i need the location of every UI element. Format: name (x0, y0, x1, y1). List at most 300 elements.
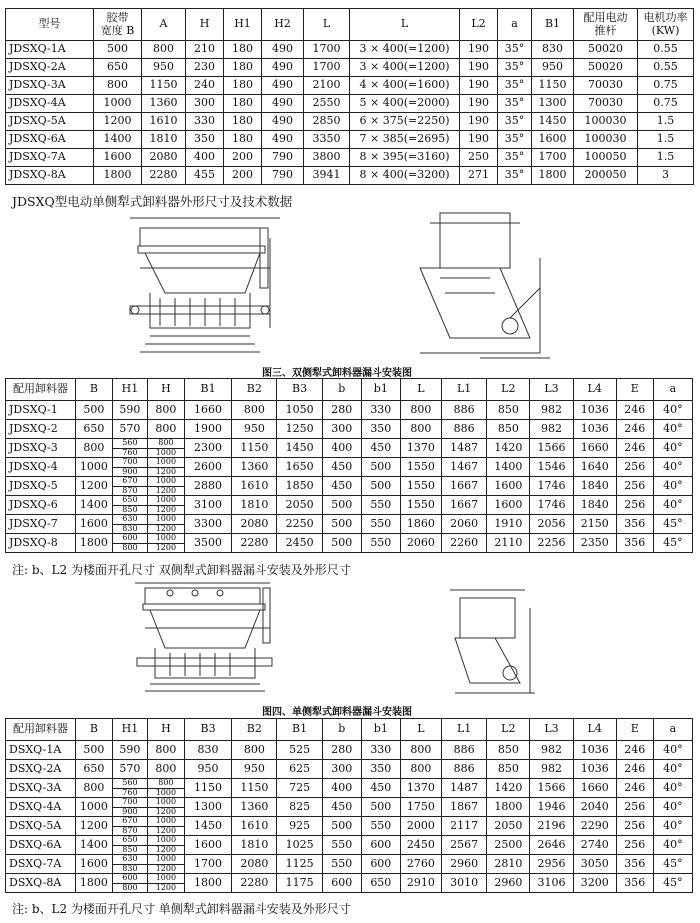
table-cell: 800 (75, 779, 112, 798)
table-cell: 2150 (573, 515, 616, 534)
table-cell: 1420 (487, 439, 530, 458)
table-cell: 1300 (184, 798, 231, 817)
table-cell: 2060 (400, 534, 441, 553)
table-cell: DSXQ-4A (6, 798, 76, 817)
table-cell: 300 (322, 420, 361, 439)
table-row (6, 439, 693, 458)
table-cell: 40° (653, 420, 692, 439)
table-cell: 1810 (232, 496, 277, 515)
stacked-value: 1200 (155, 806, 177, 816)
table-cell: 1036 (573, 760, 616, 779)
table-row (6, 167, 694, 185)
stacked-value: 1000 (148, 496, 184, 505)
table-cell: 1036 (573, 420, 616, 439)
table-cell: 330 (361, 741, 400, 760)
column-header: H1 (224, 9, 262, 41)
table-cell: 1650 (277, 458, 322, 477)
table-cell: 490 (262, 77, 304, 95)
table-cell: 1200 (75, 817, 112, 836)
table-cell (147, 874, 184, 893)
table-cell: 800 (142, 41, 186, 59)
table-cell (147, 817, 184, 836)
table-cell: 1000 (94, 95, 142, 113)
column-header: L4 (573, 719, 616, 741)
table-cell: 8 × 400(=3200) (350, 167, 460, 185)
column-header: 配用电动 推杆 (574, 9, 638, 41)
table-cell: 550 (361, 496, 400, 515)
table-cell: JDSXQ-3 (6, 439, 76, 458)
column-header: L1 (441, 379, 486, 401)
table-cell: 1200 (94, 113, 142, 131)
table-cell: JDSXQ-8A (6, 167, 94, 185)
table-cell: 280 (322, 401, 361, 420)
table-cell: 3106 (530, 874, 573, 893)
table-cell: 1810 (142, 131, 186, 149)
table-cell: 3350 (304, 131, 350, 149)
table-cell: 2850 (304, 113, 350, 131)
table-cell: 1600 (94, 149, 142, 167)
table-cell: DSXQ-5A (6, 817, 76, 836)
table-row (6, 760, 693, 779)
stacked-value: 1200 (155, 504, 177, 514)
table-cell: 2956 (530, 855, 573, 874)
table-cell: 1867 (441, 798, 486, 817)
table-cell: 1700 (532, 149, 574, 167)
table-cell: 490 (262, 131, 304, 149)
table-cell: 2500 (487, 836, 530, 855)
table-cell: 190 (460, 113, 498, 131)
table-cell: 50020 (574, 59, 638, 77)
double-side-hopper-table (5, 378, 693, 553)
table-row (6, 59, 694, 77)
stacked-value: 1200 (155, 844, 177, 854)
table-row (6, 515, 693, 534)
table-cell: JDSXQ-4 (6, 458, 76, 477)
table-cell: 1550 (400, 496, 441, 515)
single-side-hopper-table (5, 718, 693, 893)
table-cell: 246 (616, 401, 653, 420)
column-header: L4 (573, 379, 616, 401)
diagram2-title: 图四、单侧犁式卸料器漏斗安装图 (262, 707, 412, 718)
table2-caption: 注: b、L2 为楼面开孔尺寸 双侧犁式卸料器漏斗安装及外形尺寸 (12, 563, 351, 577)
table-cell: 600 (322, 874, 361, 893)
table-cell: 40° (653, 401, 692, 420)
table-cell: 2117 (441, 817, 486, 836)
table-cell: 625 (277, 760, 322, 779)
table-cell: 40° (653, 836, 692, 855)
stacked-value: 1200 (155, 825, 177, 835)
table-cell: 1450 (184, 817, 231, 836)
column-header: H (147, 719, 184, 741)
table-row (6, 741, 693, 760)
stacked-value: 900 (122, 806, 138, 816)
table-cell (147, 855, 184, 874)
table-cell: 330 (361, 401, 400, 420)
table-cell: 1800 (75, 874, 112, 893)
table-cell: 800 (147, 401, 184, 420)
table-cell: 180 (224, 95, 262, 113)
table-cell: 1150 (532, 77, 574, 95)
table-cell: 500 (361, 477, 400, 496)
table-cell: 2960 (487, 874, 530, 893)
stacked-value: 700 (113, 798, 147, 807)
table-cell: 300 (186, 95, 224, 113)
table-cell: 6 × 375(=2250) (350, 113, 460, 131)
stacked-value: 850 (122, 844, 138, 854)
table-cell: 2290 (573, 817, 616, 836)
table-cell: 1900 (184, 420, 231, 439)
table-cell: 450 (322, 477, 361, 496)
table-cell: 3 (638, 167, 694, 185)
column-header: 电机功率 (KW) (638, 9, 694, 41)
table-cell: 330 (186, 113, 224, 131)
table-cell: 40° (653, 496, 692, 515)
table-cell: 1550 (400, 477, 441, 496)
column-header: b (322, 719, 361, 741)
table-cell: 180 (224, 131, 262, 149)
table-cell: 40° (653, 760, 692, 779)
table-cell: 271 (460, 167, 498, 185)
table-cell: 500 (361, 798, 400, 817)
table-cell: 180 (224, 113, 262, 131)
table-cell: 1566 (530, 439, 573, 458)
stacked-value: 670 (113, 477, 147, 486)
table3-caption: 注: b、L2 为楼面开孔尺寸 单侧犁式卸料器漏斗安装及外形尺寸 (12, 902, 351, 916)
table-cell: 1487 (441, 779, 486, 798)
column-header: B3 (277, 379, 322, 401)
stacked-value: 1200 (155, 542, 177, 552)
column-header: L2 (487, 719, 530, 741)
table-header-row (6, 719, 693, 741)
stacked-value: 1000 (148, 477, 184, 486)
table-cell: 1667 (441, 477, 486, 496)
column-header: L3 (530, 719, 573, 741)
table-cell: 490 (262, 113, 304, 131)
table-cell: 190 (460, 131, 498, 149)
table-cell: 1050 (277, 401, 322, 420)
table-cell: 1360 (232, 458, 277, 477)
table-cell: 2000 (400, 817, 441, 836)
table-cell: 1400 (75, 496, 112, 515)
table-cell: 1660 (573, 439, 616, 458)
stacked-value: 760 (122, 787, 138, 797)
stacked-value: 1000 (148, 817, 184, 826)
table-cell: 800 (400, 741, 441, 760)
table-cell: 830 (184, 741, 231, 760)
table-cell: JDSXQ-3A (6, 77, 94, 95)
table-cell: 800 (400, 760, 441, 779)
table-cell: 490 (262, 59, 304, 77)
stacked-value: 870 (122, 485, 138, 495)
table-cell: 1400 (75, 836, 112, 855)
table-cell: 1800 (184, 874, 231, 893)
column-header: 配用卸料器 (6, 719, 76, 741)
table-cell: 982 (530, 401, 573, 420)
table-cell: 35° (498, 113, 532, 131)
table-cell: DSXQ-3A (6, 779, 76, 798)
table-cell: 490 (262, 95, 304, 113)
table-cell: 350 (186, 131, 224, 149)
table-cell: 256 (616, 458, 653, 477)
table-cell: 1420 (487, 779, 530, 798)
table-cell: 455 (186, 167, 224, 185)
stacked-value: 1200 (155, 523, 177, 533)
table-cell: 1600 (487, 477, 530, 496)
table-cell: JDSXQ-8 (6, 534, 76, 553)
table-cell: 1.5 (638, 131, 694, 149)
table-cell: 3 × 400(=1200) (350, 59, 460, 77)
table-cell: 35° (498, 167, 532, 185)
column-header: H2 (262, 9, 304, 41)
table-cell: 1.5 (638, 113, 694, 131)
table-cell: 2060 (441, 515, 486, 534)
table-cell: 850 (487, 401, 530, 420)
table-cell: 70030 (574, 95, 638, 113)
table-cell (147, 779, 184, 798)
table-row (6, 534, 693, 553)
table-cell: 256 (616, 817, 653, 836)
table-cell: 190 (460, 95, 498, 113)
table-cell: 570 (112, 420, 147, 439)
table-cell: 40° (653, 798, 692, 817)
table-cell: 100050 (574, 149, 638, 167)
table-cell (147, 496, 184, 515)
table-cell: 2567 (441, 836, 486, 855)
table-cell: 1610 (142, 113, 186, 131)
table-cell: 246 (616, 439, 653, 458)
table-cell (112, 779, 147, 798)
stacked-value: 800 (148, 439, 184, 448)
table-cell: 200050 (574, 167, 638, 185)
table-cell: 200 (224, 167, 262, 185)
table-cell: 256 (616, 798, 653, 817)
table-cell: 35° (498, 41, 532, 59)
table-cell: 40° (653, 779, 692, 798)
table-cell: 1946 (530, 798, 573, 817)
table-cell: 1370 (400, 439, 441, 458)
table-cell: 1036 (573, 401, 616, 420)
table-cell: 3100 (184, 496, 231, 515)
table-cell: 1150 (232, 439, 277, 458)
table-cell: 800 (147, 760, 184, 779)
table-cell: 850 (487, 741, 530, 760)
column-header: b1 (361, 379, 400, 401)
table-cell: 500 (75, 401, 112, 420)
table-cell: JDSXQ-5 (6, 477, 76, 496)
table-cell: 70030 (574, 77, 638, 95)
table-cell: 1800 (94, 167, 142, 185)
column-header: B3 (184, 719, 231, 741)
table-cell: 0.55 (638, 59, 694, 77)
table-row (6, 420, 693, 439)
table-row (6, 458, 693, 477)
table-cell: 950 (532, 59, 574, 77)
table-cell: JDSXQ-1 (6, 401, 76, 420)
table-cell: 1025 (277, 836, 322, 855)
table-cell: 500 (322, 534, 361, 553)
table-cell: 2100 (304, 77, 350, 95)
table-cell: 2300 (184, 439, 231, 458)
table-cell: 982 (530, 420, 573, 439)
table-cell: 100030 (574, 131, 638, 149)
table-cell: 1700 (184, 855, 231, 874)
table-cell: 1746 (530, 477, 573, 496)
table-row (6, 874, 693, 893)
table-cell: 1840 (573, 477, 616, 496)
stacked-value: 1000 (148, 458, 184, 467)
column-header: B1 (184, 379, 231, 401)
table-cell: JDSXQ-6 (6, 496, 76, 515)
table-cell: 850 (487, 420, 530, 439)
table-cell: 356 (616, 534, 653, 553)
table-cell: DSXQ-8A (6, 874, 76, 893)
table-cell: 1750 (400, 798, 441, 817)
table-cell: JDSXQ-4A (6, 95, 94, 113)
stacked-value: 630 (113, 515, 147, 524)
table-cell: 40° (653, 477, 692, 496)
table-cell: 2080 (232, 515, 277, 534)
stacked-value: 800 (122, 882, 138, 892)
table-cell: 356 (616, 515, 653, 534)
table-cell: 800 (147, 741, 184, 760)
stacked-value: 800 (122, 542, 138, 552)
table-cell: 1850 (277, 477, 322, 496)
table-cell: 1250 (277, 420, 322, 439)
table-header-row (6, 379, 693, 401)
table-cell: 950 (142, 59, 186, 77)
table-cell: 1910 (487, 515, 530, 534)
column-header: a (498, 9, 532, 41)
table-cell: 1660 (184, 401, 231, 420)
table-cell: 1610 (232, 817, 277, 836)
table-cell: 1150 (232, 779, 277, 798)
table-cell: 3200 (573, 874, 616, 893)
table-cell: 500 (94, 41, 142, 59)
table-cell: 2040 (573, 798, 616, 817)
table-cell (112, 534, 147, 553)
table-cell: 256 (616, 496, 653, 515)
table-cell: 1600 (184, 836, 231, 855)
diagram1-title: 图三、双侧犁式卸料器漏斗安装图 (262, 368, 412, 379)
table-cell: 2050 (487, 817, 530, 836)
table-row (6, 41, 694, 59)
table-cell: 886 (441, 401, 486, 420)
table-cell: 570 (112, 760, 147, 779)
table-cell: 1360 (232, 798, 277, 817)
table-cell: 1300 (532, 95, 574, 113)
stacked-value: 800 (148, 779, 184, 788)
table-cell: 35° (498, 77, 532, 95)
table-cell: 650 (75, 420, 112, 439)
table-cell (112, 477, 147, 496)
stacked-value: 650 (113, 496, 147, 505)
table-cell (147, 458, 184, 477)
column-header: b (322, 379, 361, 401)
table-cell: 1700 (304, 59, 350, 77)
column-header: H (186, 9, 224, 41)
table-cell (112, 798, 147, 817)
table-cell: 1150 (142, 77, 186, 95)
table-cell: 500 (322, 515, 361, 534)
table-cell: 40° (653, 458, 692, 477)
table-cell: 650 (361, 874, 400, 893)
table-cell: 7 × 385(=2695) (350, 131, 460, 149)
table-cell: JDSXQ-2 (6, 420, 76, 439)
table-cell: 3300 (184, 515, 231, 534)
table-cell: 950 (232, 420, 277, 439)
table-cell: 800 (75, 439, 112, 458)
table-cell: 2080 (232, 855, 277, 874)
table-cell: 1000 (75, 798, 112, 817)
table-cell: 2450 (400, 836, 441, 855)
table-cell: 1667 (441, 496, 486, 515)
table-cell: 1450 (277, 439, 322, 458)
table-cell: 1860 (400, 515, 441, 534)
table-cell (147, 534, 184, 553)
table-cell: 2280 (232, 874, 277, 893)
table-cell: 450 (322, 798, 361, 817)
table-cell: 2550 (304, 95, 350, 113)
column-header: L (350, 9, 460, 41)
stacked-value: 760 (122, 447, 138, 457)
table-cell: 800 (232, 741, 277, 760)
table-cell: 550 (322, 855, 361, 874)
stacked-value: 1000 (148, 798, 184, 807)
table-cell: 1370 (400, 779, 441, 798)
column-header: H1 (112, 719, 147, 741)
table-cell: 1640 (573, 458, 616, 477)
table-cell: 2350 (573, 534, 616, 553)
table-cell: 1036 (573, 741, 616, 760)
table-cell: 246 (616, 420, 653, 439)
column-header: b1 (361, 719, 400, 741)
stacked-value: 1200 (155, 863, 177, 873)
table-cell: 35° (498, 59, 532, 77)
table-cell: JDSXQ-1A (6, 41, 94, 59)
table-cell: 450 (361, 779, 400, 798)
table-cell: 1400 (487, 458, 530, 477)
table-cell: 190 (460, 41, 498, 59)
table-cell: 2110 (487, 534, 530, 553)
column-header: L1 (441, 719, 486, 741)
table-cell (147, 798, 184, 817)
stacked-value: 1000 (148, 855, 184, 864)
table-cell: 50020 (574, 41, 638, 59)
stacked-value: 600 (113, 534, 147, 543)
table-cell: DSXQ-6A (6, 836, 76, 855)
table-cell: 982 (530, 741, 573, 760)
table-cell: 3941 (304, 167, 350, 185)
table-cell: 2960 (441, 855, 486, 874)
column-header: 型号 (6, 9, 94, 41)
table-cell (147, 836, 184, 855)
stacked-value: 1000 (148, 534, 184, 543)
table-cell: 450 (322, 458, 361, 477)
table-cell: 300 (322, 760, 361, 779)
column-header: L2 (487, 379, 530, 401)
table-cell: 1125 (277, 855, 322, 874)
column-header: B (75, 379, 112, 401)
table-cell: 1600 (75, 515, 112, 534)
table-cell: 550 (322, 836, 361, 855)
table-cell: 356 (616, 855, 653, 874)
table-cell: 790 (262, 149, 304, 167)
table-cell: 2050 (277, 496, 322, 515)
stacked-value: 1200 (155, 466, 177, 476)
column-header: H1 (112, 379, 147, 401)
column-header: E (616, 719, 653, 741)
table-cell (147, 477, 184, 496)
